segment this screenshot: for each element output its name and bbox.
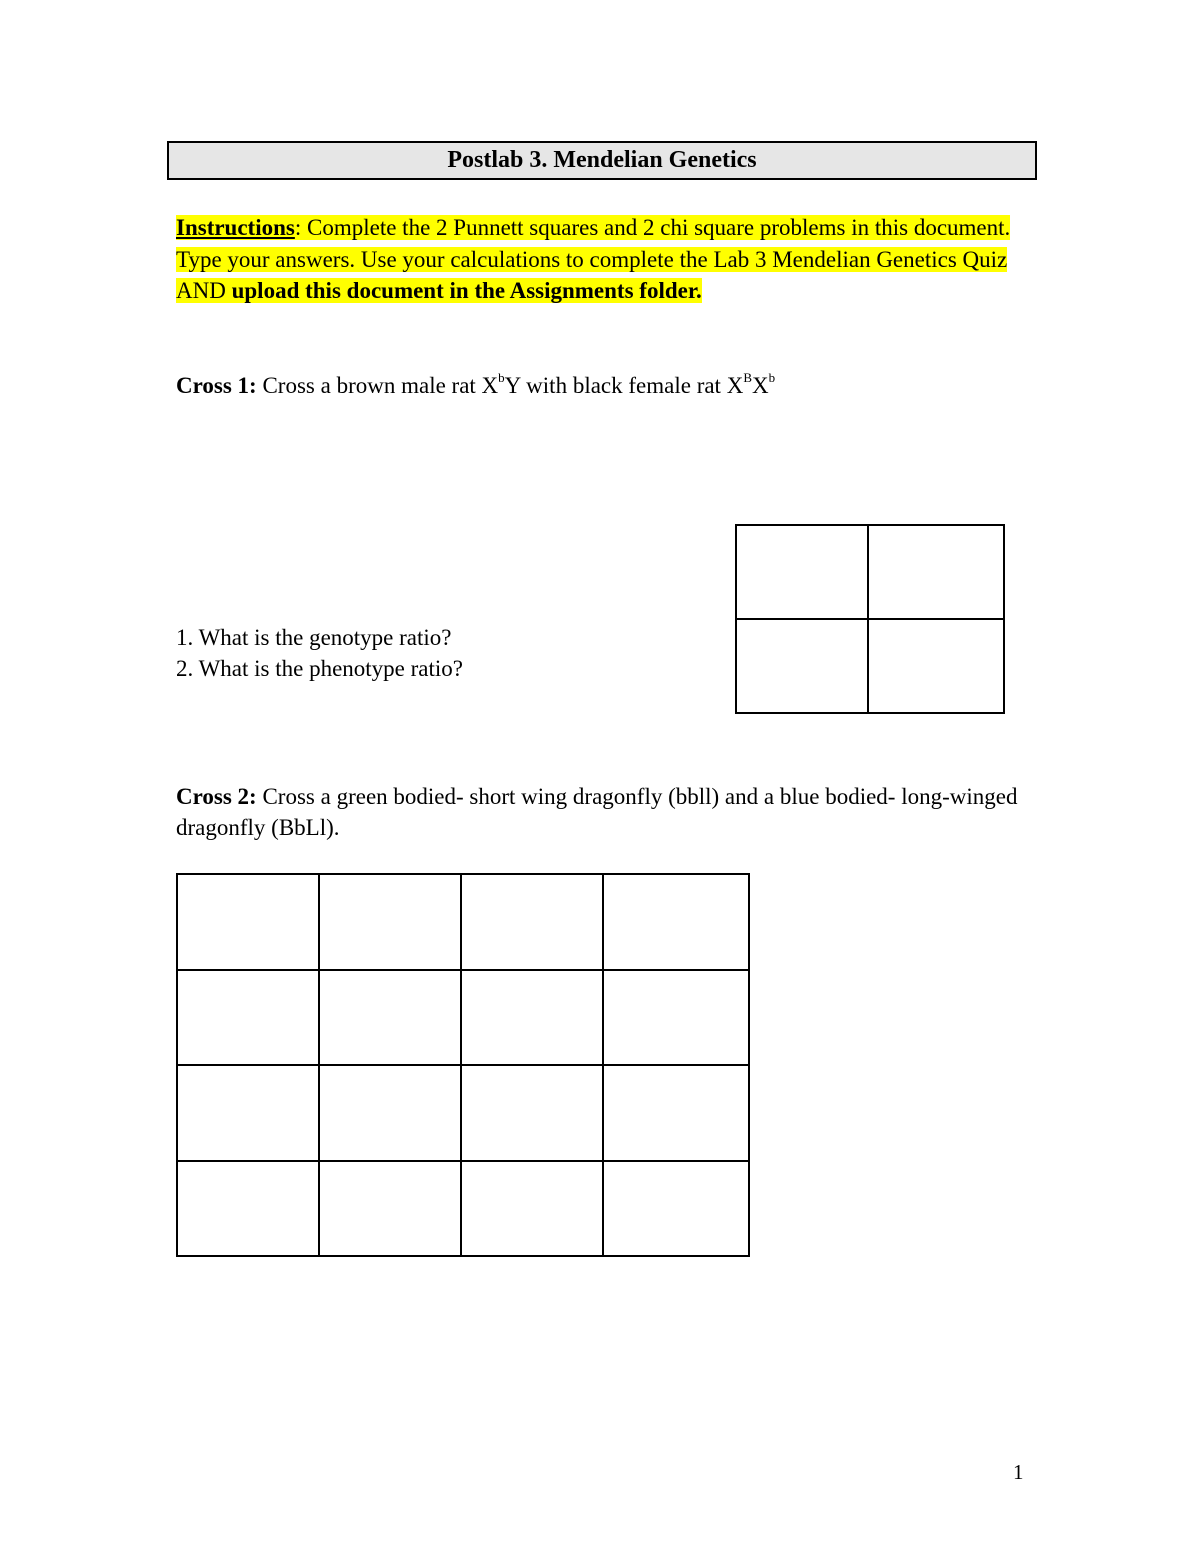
punnett2-cell[interactable]	[603, 1065, 749, 1161]
instructions-text: Complete the 2 Punnett squares and 2 chi square problems in this document. Type your answers. Use your calculations to complete the Lab 3 Mendelian Genetics Quiz AND	[176, 215, 1011, 303]
cross2-text: Cross a green bodied- short wing dragonfly (bbll) and a blue bodied- long-winged dragonfly (BbLl).	[176, 784, 1018, 840]
punnett1-cell[interactable]	[736, 619, 868, 713]
instructions-paragraph	[176, 212, 1026, 307]
page-title: Postlab 3. Mendelian Genetics	[167, 141, 1037, 180]
cross1-paragraph	[176, 370, 1026, 401]
cross1-sup-a: b	[498, 370, 505, 386]
punnett2-cell[interactable]	[177, 1161, 319, 1257]
punnett1-row	[736, 525, 1004, 619]
punnett2-row	[177, 970, 749, 1066]
punnett2-cell[interactable]	[177, 1065, 319, 1161]
punnett2-cell[interactable]	[603, 874, 749, 970]
punnett2-cell[interactable]	[319, 1161, 461, 1257]
cross1-text-b: Y with black female rat X	[504, 373, 744, 398]
punnett1-cell[interactable]	[868, 619, 1004, 713]
punnett2-cell[interactable]	[319, 970, 461, 1066]
punnett2-cell[interactable]	[603, 1161, 749, 1257]
question-phenotype: 2. What is the phenotype ratio?	[176, 656, 463, 681]
punnett1-cell[interactable]	[736, 525, 868, 619]
instructions-highlight	[176, 215, 1010, 303]
punnett2-row	[177, 874, 749, 970]
punnett2-cell[interactable]	[603, 970, 749, 1066]
punnett2-cell[interactable]	[177, 970, 319, 1066]
punnett2-cell[interactable]	[319, 1065, 461, 1161]
page-number: 1	[1013, 1460, 1024, 1484]
cross2-paragraph	[176, 781, 1026, 843]
cross1-questions	[176, 622, 696, 684]
cross1-sup-b: B	[743, 370, 752, 386]
punnett-square-cross2	[176, 873, 750, 1257]
punnett2-cell[interactable]	[461, 1161, 603, 1257]
punnett2-row	[177, 1161, 749, 1257]
cross1-sup-c: b	[768, 370, 776, 386]
instructions-colon: :	[294, 215, 302, 240]
instructions-bold-text: upload this document in the Assignments folder.	[231, 278, 702, 303]
instructions-label: Instructions	[176, 215, 295, 240]
punnett2-row	[177, 1065, 749, 1161]
punnett2-cell[interactable]	[461, 874, 603, 970]
punnett1-row	[736, 619, 1004, 713]
punnett2-cell[interactable]	[461, 970, 603, 1066]
punnett1-cell[interactable]	[868, 525, 1004, 619]
cross1-text-a: Cross a brown male rat X	[256, 373, 499, 398]
question-genotype: 1. What is the genotype ratio?	[176, 625, 452, 650]
cross1-label: Cross 1:	[176, 373, 257, 398]
cross2-label: Cross 2:	[176, 784, 257, 809]
punnett2-cell[interactable]	[461, 1065, 603, 1161]
punnett-square-cross1	[735, 524, 1005, 714]
cross1-text-c: X	[751, 373, 769, 398]
punnett2-cell[interactable]	[319, 874, 461, 970]
punnett2-cell[interactable]	[177, 874, 319, 970]
